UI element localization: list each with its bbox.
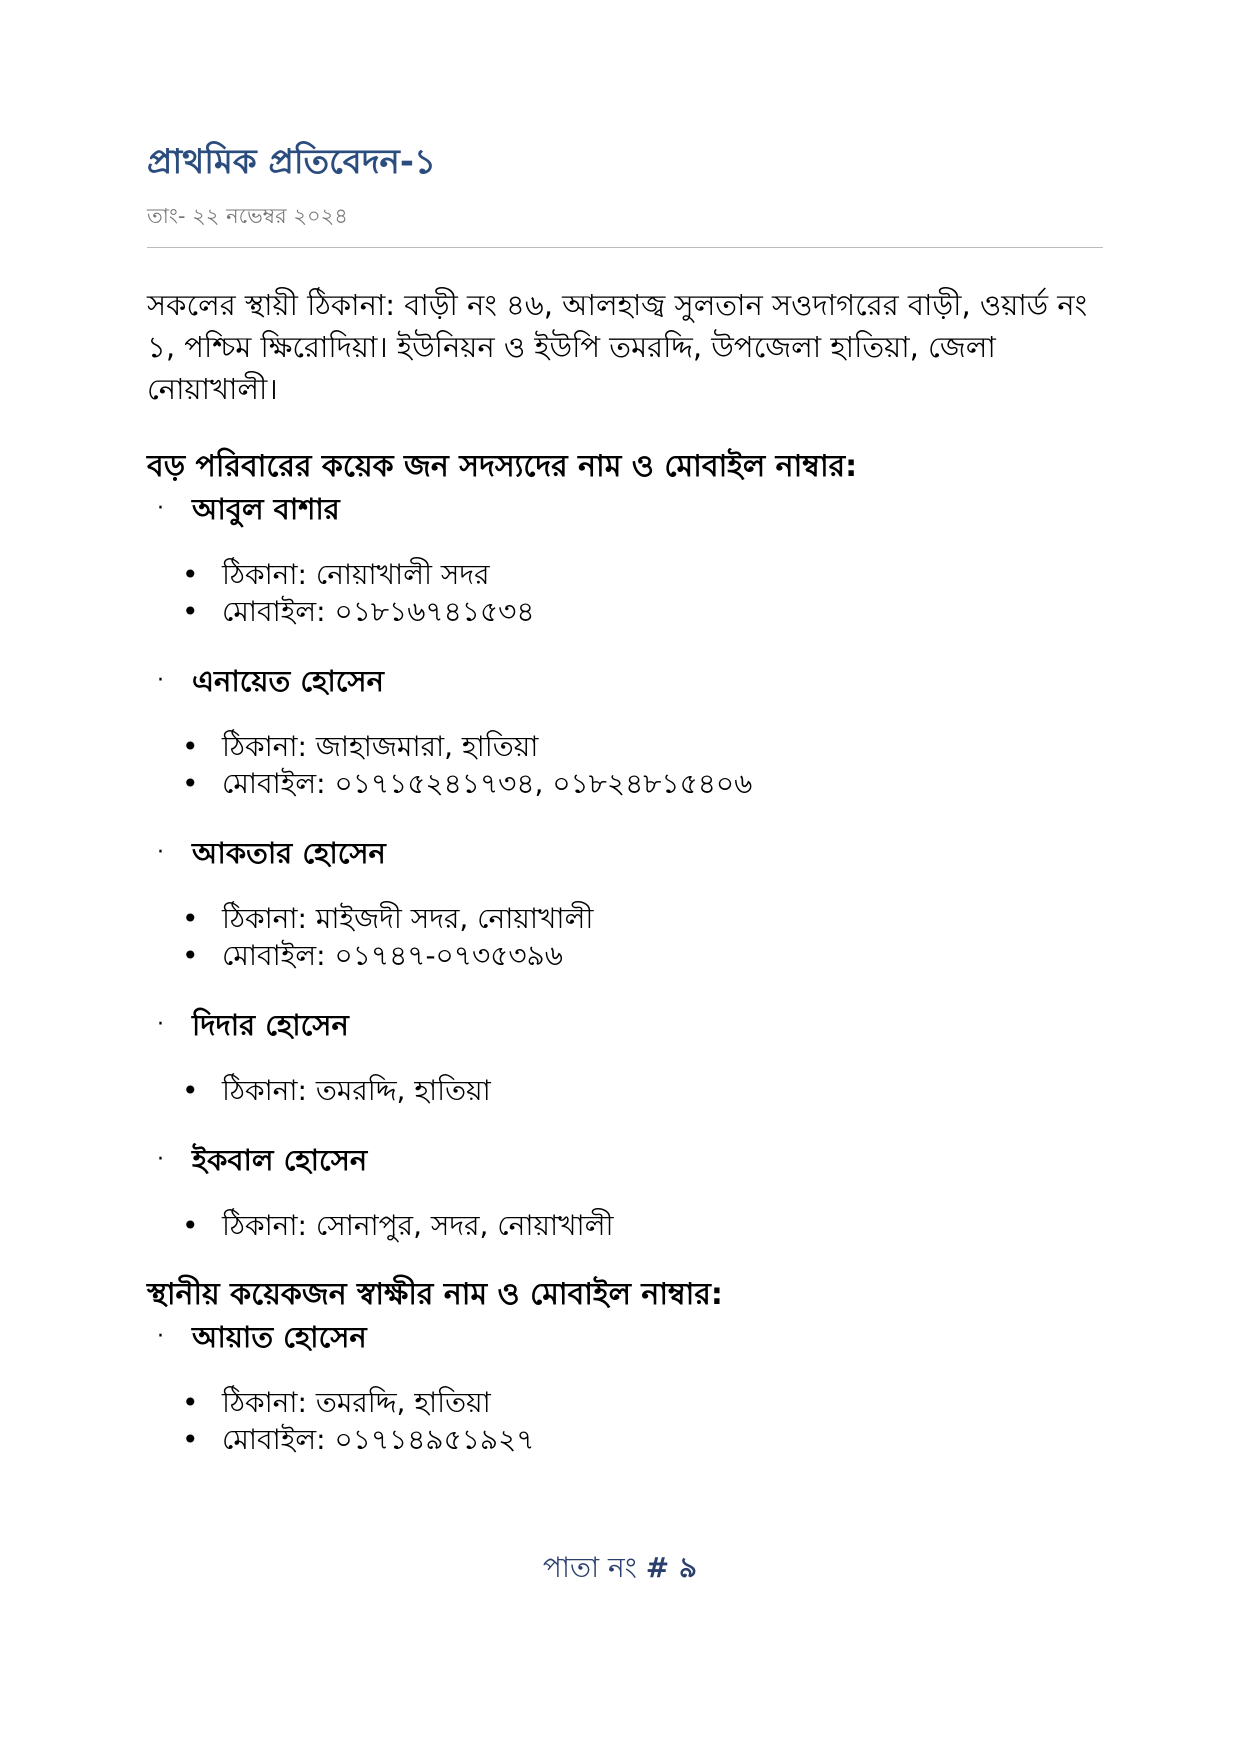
page-title: প্রাথমিক প্রতিবেদন-১ [147, 142, 437, 182]
member-name: আকতার হোসেন [192, 836, 386, 871]
witness-details [147, 1384, 1103, 1458]
permanent-address: সকলের স্থায়ী ঠিকানা: বাড়ী নং ৪৬, আলহাজ্ব সুলতান সওদাগরের বাড়ী, ওয়ার্ড নং ১, পশ্চিম ক্ষিরোদিয়া। ইউনিয়ন ও ইউপি তমরদ্দি, উপজেলা হাতিয়া, জেলা নোয়াখালী। [147, 288, 1088, 407]
small-bullet-icon: · [157, 1147, 164, 1173]
family-member [147, 832, 1103, 974]
bullet-icon: • [182, 1209, 199, 1243]
member-name: দিদার হোসেন [192, 1008, 349, 1043]
member-mobile: মোবাইল: ০১৮১৬৭৪১৫৩৪ [222, 595, 535, 629]
bullet-icon: • [182, 767, 199, 801]
bullet-icon: • [182, 1423, 199, 1457]
small-bullet-icon: · [157, 1012, 164, 1038]
member-address: ঠিকানা: মাইজদী সদর, নোয়াখালী [222, 902, 594, 936]
report-date: তাং- ২২ নভেম্বর ২০২৪ [147, 204, 348, 229]
witness-name: আয়াত হোসেন [192, 1320, 367, 1355]
family-member [147, 1004, 1103, 1109]
bullet-icon: • [182, 902, 199, 936]
small-bullet-icon: · [157, 496, 164, 522]
family-member [147, 1139, 1103, 1244]
witness-address: ঠিকানা: তমরদ্দি, হাতিয়া [222, 1386, 491, 1420]
member-details [147, 900, 1103, 974]
bullet-icon: • [182, 558, 199, 592]
member-mobile: মোবাইল: ০১৭৪৭-০৭৩৫৩৯৬ [222, 939, 563, 973]
page-number: # ৯ [645, 1551, 698, 1584]
bullet-icon: • [182, 595, 199, 629]
page-number-footer [0, 1546, 1240, 1593]
member-details [147, 556, 1103, 630]
document-page [147, 140, 1103, 1488]
member-name: ইকবাল হোসেন [192, 1143, 368, 1178]
member-name: আবুল বাশার [192, 492, 340, 527]
small-bullet-icon: · [157, 1324, 164, 1350]
family-member [147, 488, 1103, 630]
member-name: এনায়েত হোসেন [192, 664, 384, 699]
bullet-icon: • [182, 1386, 199, 1420]
small-bullet-icon: · [157, 668, 164, 694]
member-address: ঠিকানা: নোয়াখালী সদর [222, 558, 490, 592]
member-mobile: মোবাইল: ০১৭১৫২৪১৭৩৪, ০১৮২৪৮১৫৪০৬ [222, 767, 753, 801]
member-address: ঠিকানা: তমরদ্দি, হাতিয়া [222, 1074, 491, 1108]
member-details [147, 1207, 1103, 1244]
witness-mobile: মোবাইল: ০১৭১৪৯৫১৯২৭ [222, 1423, 535, 1457]
page-number-label: পাতা নং [542, 1551, 637, 1584]
witness-member [147, 1316, 1103, 1458]
bullet-icon: • [182, 1074, 199, 1108]
family-member [147, 660, 1103, 802]
member-details [147, 728, 1103, 802]
family-section-heading: বড় পরিবারের কয়েক জন সদস্যদের নাম ও মোবাইল নাম্বার: [147, 449, 858, 485]
member-address: ঠিকানা: সোনাপুর, সদর, নোয়াখালী [222, 1209, 614, 1243]
member-details [147, 1072, 1103, 1109]
small-bullet-icon: · [157, 840, 164, 866]
member-address: ঠিকানা: জাহাজমারা, হাতিয়া [222, 730, 539, 764]
bullet-icon: • [182, 730, 199, 764]
witness-section-heading: স্থানীয় কয়েকজন স্বাক্ষীর নাম ও মোবাইল নাম্বার: [147, 1277, 723, 1313]
bullet-icon: • [182, 939, 199, 973]
header-divider [147, 247, 1103, 248]
